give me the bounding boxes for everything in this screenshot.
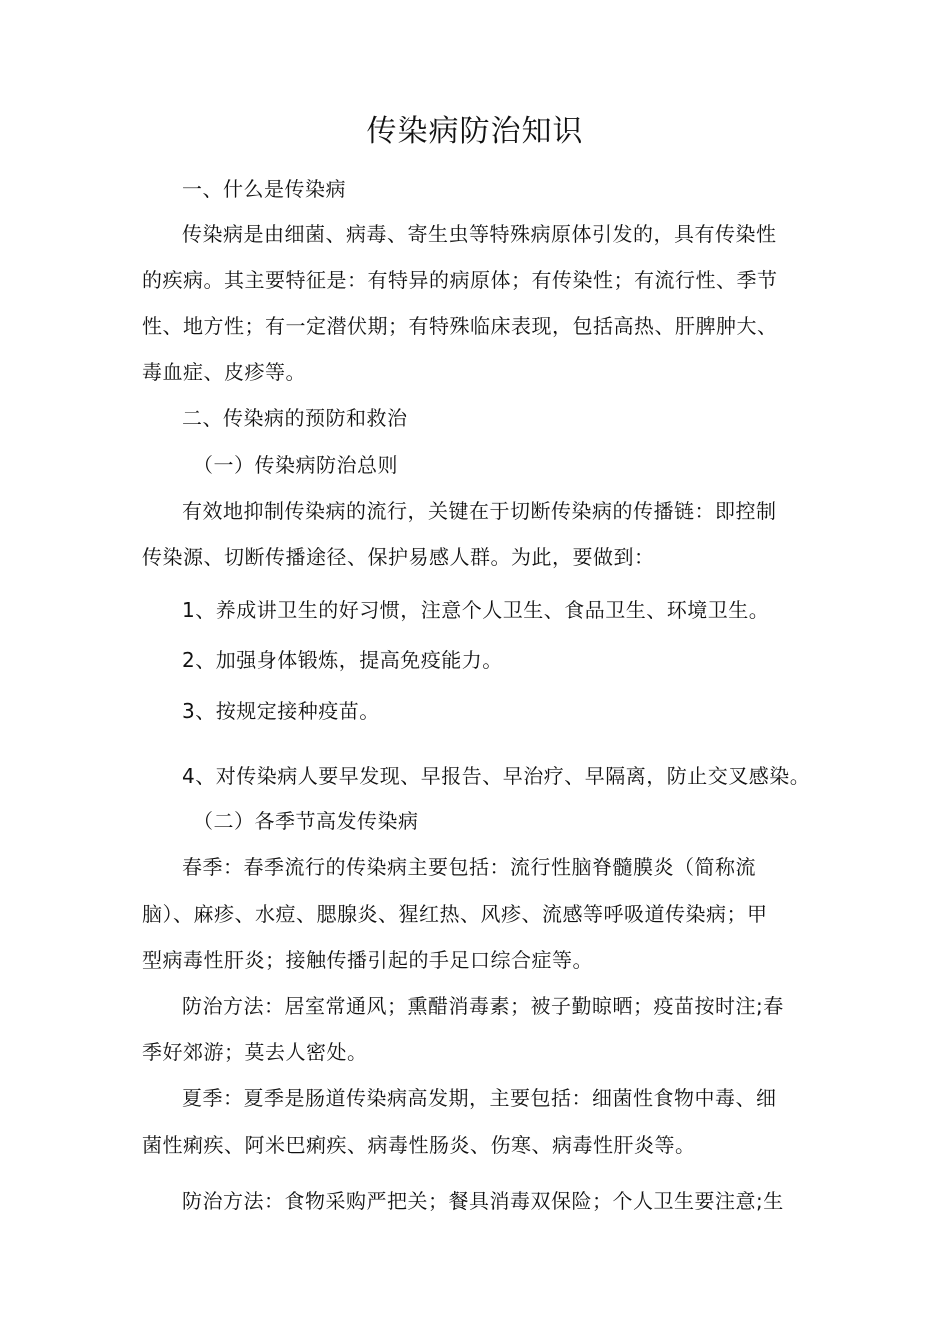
subsection-heading-1: （一）传染病防治总则 bbox=[193, 453, 398, 477]
list-item-2: 2、加强身体锻炼，提高免疫能力。 bbox=[182, 648, 503, 672]
paragraph-line: 传染源、切断传播途径、保护易感人群。为此，要做到： bbox=[142, 545, 655, 569]
paragraph-line: 夏季：夏季是肠道传染病高发期，主要包括：细菌性食物中毒、细 bbox=[182, 1086, 777, 1110]
paragraph-line: 型病毒性肝炎；接触传播引起的手足口综合症等。 bbox=[142, 948, 593, 972]
paragraph-line: 传染病是由细菌、病毒、寄生虫等特殊病原体引发的，具有传染性 bbox=[182, 222, 777, 246]
paragraph-line: 防治方法：食物采购严把关；餐具消毒双保险；个人卫生要注意;生 bbox=[182, 1189, 784, 1213]
paragraph-line: 的疾病。其主要特征是：有特异的病原体；有传染性；有流行性、季节 bbox=[142, 268, 778, 292]
paragraph-line: 脑）、麻疹、水痘、腮腺炎、猩红热、风疹、流感等呼吸道传染病；甲 bbox=[142, 902, 768, 926]
paragraph-line: 季好郊游；莫去人密处。 bbox=[142, 1040, 368, 1064]
list-item-3: 3、按规定接种疫苗。 bbox=[182, 699, 380, 723]
paragraph-line: 春季：春季流行的传染病主要包括：流行性脑脊髓膜炎（简称流 bbox=[182, 855, 756, 879]
list-item-4: 4、对传染病人要早发现、早报告、早治疗、早隔离，防止交叉感染。 bbox=[182, 764, 811, 788]
paragraph-line: 性、地方性；有一定潜伏期；有特殊临床表现，包括高热、肝脾肿大、 bbox=[142, 314, 778, 338]
document-title: 传染病防治知识 bbox=[366, 114, 584, 149]
paragraph-line: 有效地抑制传染病的流行，关键在于切断传染病的传播链：即控制 bbox=[182, 499, 777, 523]
section-heading-2: 二、传染病的预防和救治 bbox=[182, 406, 408, 430]
subsection-heading-2: （二）各季节高发传染病 bbox=[193, 809, 419, 833]
paragraph-line: 毒血症、皮疹等。 bbox=[142, 360, 306, 384]
paragraph-line: 菌性痢疾、阿米巴痢疾、病毒性肠炎、伤寒、病毒性肝炎等。 bbox=[142, 1133, 696, 1157]
section-heading-1: 一、什么是传染病 bbox=[182, 177, 346, 201]
list-item-1: 1、养成讲卫生的好习惯，注意个人卫生、食品卫生、环境卫生。 bbox=[182, 598, 770, 622]
paragraph-line: 防治方法：居室常通风；熏醋消毒素；被子勤晾晒；疫苗按时注;春 bbox=[182, 994, 784, 1018]
